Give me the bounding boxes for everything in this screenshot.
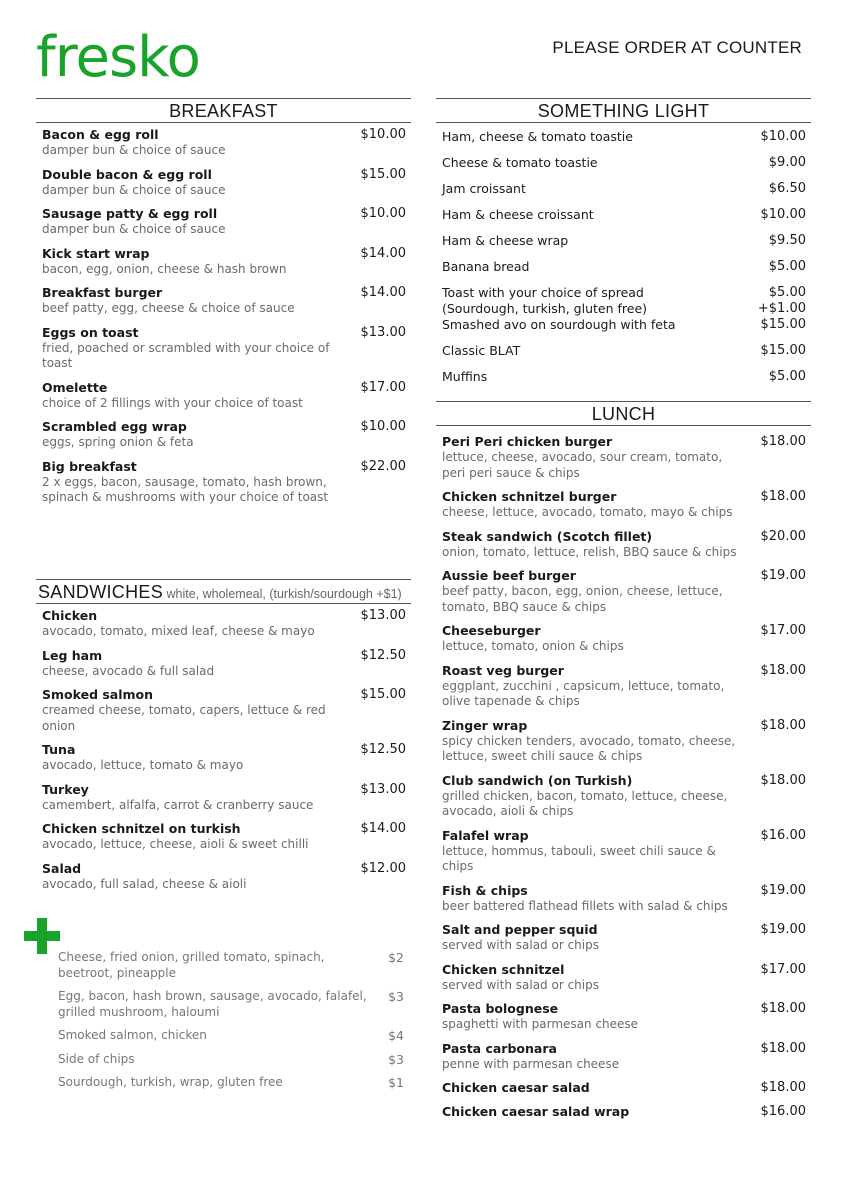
menu-item-description: lettuce, cheese, avocado, sour cream, tomato, peri peri sauce & chips [442,450,723,480]
menu-item-cheese-tomato-toastie [442,155,806,181]
extra-item-text: Egg, bacon, hash brown, sausage, avocado, falafel, grilled mushroom, haloumi [58,989,367,1019]
menu-item-name: Smoked salmon [42,687,154,702]
menu-item-text [442,489,761,521]
menu-item-text [42,861,361,893]
menu-item-name: Roast veg burger [442,662,564,678]
menu-item-name: Sausage patty & egg roll [42,206,218,221]
menu-item-text [42,325,361,372]
menu-item-name: Eggs on toast [42,324,139,340]
menu-item-name: Chicken schnitzel burger [442,489,617,504]
menu-item-salt-and-pepper-squid [442,922,806,954]
lunch-list [436,426,811,1120]
right-column [436,98,811,1128]
menu-item-name: Zinger wrap [442,717,528,733]
menu-item-price: $5.00 +$1.00 [757,285,806,316]
menu-item-price: $18.00 [760,1080,806,1095]
menu-item-price: $18.00 [760,772,806,788]
menu-item-chicken-schnitzel-burger [442,489,806,521]
menu-item-text [442,369,769,385]
menu-item-price: $12.50 [360,647,406,663]
menu-item-price: $6.50 [768,181,806,196]
menu-item-text [442,529,761,561]
menu-item-price: $16.00 [760,827,806,843]
menu-item-description: avocado, tomato, mixed leaf, cheese & mayo [42,624,315,638]
menu-item-description: camembert, alfalfa, carrot & cranberry sauce [42,797,314,812]
light-list [436,123,811,401]
menu-item-name: Chicken caesar salad wrap [442,1104,630,1119]
menu-item-description: damper bun & choice of sauce [42,182,226,197]
menu-item-text [42,246,361,278]
extra-item [58,1075,404,1091]
menu-item-text [442,259,769,275]
menu-item-description: 2 x eggs, bacon, sausage, tomato, hash brown, spinach & mushrooms with your choice of toast [42,474,329,504]
menu-item-text [442,317,761,333]
menu-item-name: Scrambled egg wrap [42,419,187,434]
menu-item-name: Ham & cheese wrap [442,233,569,248]
fresko-logo: fresko [36,25,200,90]
sandwiches-heading [36,579,411,604]
menu-item-price: $17.00 [360,379,406,395]
menu-item-name: Banana bread [442,259,530,274]
menu-item-name: Turkey [42,781,89,797]
menu-item-name: Peri Peri chicken burger [442,434,613,449]
menu-item-name: Steak sandwich (Scotch fillet) [442,528,653,544]
menu-item-text [442,1001,761,1033]
menu-item-name: Bacon & egg roll [42,127,159,142]
menu-item-text [42,782,361,814]
menu-item-text [42,206,361,238]
menu-item-ham-cheese-wrap [442,233,806,259]
menu-item-description: spicy chicken tenders, avocado, tomato, cheese, lettuce, sweet chili sauce & chips [442,733,736,763]
menu-item-name: Chicken [42,608,98,623]
menu-item-club-sandwich-on-turkish [442,773,806,820]
menu-item-price: $14.00 [360,245,406,261]
extra-item-price: $3 [388,1051,404,1067]
menu-item-description: eggs, spring onion & feta [42,435,194,449]
menu-item-price: $17.00 [760,961,806,977]
menu-item-chicken [42,608,406,640]
menu-item-description: damper bun & choice of sauce [42,143,226,157]
menu-item-big-breakfast [42,459,406,506]
extra-item-price: $3 [388,989,404,1004]
menu-item-ham-cheese-tomato-toastie [442,129,806,155]
menu-item-price: $10.00 [760,129,806,144]
menu-item-pasta-bolognese [442,1001,806,1033]
menu-item-price: $10.00 [360,127,406,142]
menu-item-text [42,821,361,853]
menu-item-text [442,773,761,820]
menu-item-breakfast-burger [42,285,406,317]
menu-item-description: avocado, lettuce, tomato & mayo [42,758,244,772]
menu-item-name: Ham & cheese croissant [442,207,594,222]
menu-item-toast-with-your-choice-of-spread [442,285,806,317]
menu-item-description: fried, poached or scrambled with your choice of toast [42,340,330,370]
menu-item-fish-chips [442,883,806,915]
menu-item-text [42,608,361,640]
menu-item-description: choice of 2 fillings with your choice of toast [42,395,303,410]
menu-item-text [42,380,361,412]
menu-item-aussie-beef-burger [442,568,806,615]
menu-item-text [442,1080,761,1096]
extra-item-text: Side of chips [58,1051,135,1066]
menu-item-sausage-patty-egg-roll [42,206,406,238]
menu-item-eggs-on-toast [42,325,406,372]
menu-item-name: Chicken schnitzel on turkish [42,821,241,836]
menu-item-price: $12.00 [360,860,406,876]
menu-item-text [442,828,761,875]
menu-item-price: $20.00 [760,528,806,544]
menu-item-classic-blat [442,343,806,369]
menu-item-peri-peri-chicken-burger [442,434,806,481]
menu-item-price: $17.00 [760,623,806,638]
menu-item-price: $13.00 [360,781,406,797]
menu-item-name: Double bacon & egg roll [42,166,212,182]
menu-item-name: Big breakfast [42,458,137,474]
menu-item-price: $19.00 [760,882,806,898]
menu-item-smashed-avo-on-sourdough-with-feta [442,317,806,343]
menu-item-chicken-schnitzel [442,962,806,994]
extra-item [58,1052,404,1068]
menu-item-text [442,568,761,615]
menu-item-price: $15.00 [360,166,406,182]
menu-item-text [442,962,761,994]
menu-item-description: avocado, lettuce, cheese, aioli & sweet chilli [42,837,309,851]
menu-item-text [442,718,761,765]
extra-item [58,989,404,1020]
menu-item-name: Fish & chips [442,882,528,898]
menu-item-price: $15.00 [760,317,806,332]
menu-item-zinger-wrap [442,718,806,765]
menu-item-name: Omelette [42,379,108,395]
menu-item-chicken-schnitzel-on-turkish [42,821,406,853]
menu-item-description: lettuce, tomato, onion & chips [442,639,624,653]
menu-item-description: grilled chicken, bacon, tomato, lettuce, cheese, avocado, aioli & chips [442,788,728,818]
menu-item-turkey [42,782,406,814]
sandwiches-title: SANDWICHES [38,582,164,602]
menu-item-price: $9.00 [768,155,806,170]
extra-item [58,950,404,981]
menu-item-text [42,459,361,506]
light-heading: SOMETHING LIGHT [436,98,811,123]
menu-item-text [42,687,361,734]
menu-item-name: Chicken schnitzel [442,961,565,977]
menu-item-description: cheese, lettuce, avocado, tomato, mayo & chips [442,505,733,519]
menu-item-text [42,419,361,451]
menu-item-price: $18.00 [760,489,806,504]
menu-item-description: served with salad or chips [442,938,599,952]
menu-item-salad [42,861,406,893]
menu-item-text [442,623,761,655]
extras-list [58,950,404,1099]
menu-item-chicken-caesar-salad-wrap [442,1104,806,1120]
menu-item-price: $15.00 [760,343,806,358]
plus-icon [24,918,60,954]
menu-item-text [442,181,769,197]
menu-item-description: lettuce, hommus, tabouli, sweet chili sauce & chips [442,843,716,873]
menu-item-description: onion, tomato, lettuce, relish, BBQ sauce & chips [442,544,737,559]
menu-item-scrambled-egg-wrap [42,419,406,451]
sandwiches-list [36,604,411,892]
menu-item-description: spaghetti with parmesan cheese [442,1017,639,1031]
menu-item-name: Toast with your choice of spread (Sourdough, turkish, gluten free) [442,285,648,316]
menu-item-name: Leg ham [42,647,103,663]
menu-item-leg-ham [42,648,406,680]
menu-item-kick-start-wrap [42,246,406,278]
menu-item-price: $18.00 [760,717,806,733]
menu-item-banana-bread [442,259,806,285]
menu-item-description: avocado, full salad, cheese & aioli [42,876,247,891]
extra-item-price: $1 [388,1075,404,1090]
extra-item-price: $2 [388,950,404,965]
menu-item-double-bacon-egg-roll [42,167,406,199]
left-column [36,98,411,900]
menu-item-omelette [42,380,406,412]
menu-item-description: beef patty, bacon, egg, onion, cheese, lettuce, tomato, BBQ sauce & chips [442,584,723,614]
lunch-heading: LUNCH [436,401,811,426]
menu-item-text [442,343,761,359]
menu-item-price: $10.00 [360,206,406,221]
menu-item-bacon-egg-roll [42,127,406,159]
menu-item-smoked-salmon [42,687,406,734]
menu-item-pasta-carbonara [442,1041,806,1073]
menu-item-price: $5.00 [768,369,806,384]
menu-item-cheeseburger [442,623,806,655]
menu-item-name: Breakfast burger [42,285,163,300]
menu-item-price: $9.50 [768,233,806,248]
breakfast-heading: BREAKFAST [36,98,411,123]
menu-item-text [442,434,761,481]
menu-item-price: $18.00 [760,1001,806,1016]
menu-item-description: penne with parmesan cheese [442,1056,620,1071]
menu-item-name: Tuna [42,742,76,757]
menu-item-name: Salt and pepper squid [442,922,598,937]
extra-item-text: Cheese, fried onion, grilled tomato, spinach, beetroot, pineapple [58,950,325,980]
menu-item-text [42,742,361,774]
menu-item-price: $13.00 [360,608,406,623]
menu-item-description: bacon, egg, onion, cheese & hash brown [42,261,287,276]
menu-item-text [442,883,761,915]
menu-item-price: $19.00 [760,568,806,583]
menu-item-text [442,155,769,171]
menu-item-price: $5.00 [768,259,806,274]
menu-item-text [42,127,361,159]
menu-item-description: damper bun & choice of sauce [42,222,226,236]
menu-item-jam-croissant [442,181,806,207]
menu-item-name: Kick start wrap [42,245,150,261]
menu-item-price: $19.00 [760,922,806,937]
menu-item-name: Cheeseburger [442,623,541,638]
menu-item-price: $22.00 [360,458,406,474]
menu-item-description: creamed cheese, tomato, capers, lettuce & red onion [42,703,326,733]
menu-item-price: $12.50 [360,742,406,757]
menu-item-price: $13.00 [360,324,406,340]
menu-item-name: Pasta carbonara [442,1040,557,1056]
menu-item-name: Ham, cheese & tomato toastie [442,129,633,144]
menu-item-description: served with salad or chips [442,977,599,992]
menu-item-name: Club sandwich (on Turkish) [442,772,633,788]
menu-item-ham-cheese-croissant [442,207,806,233]
menu-item-description: beer battered flathead fillets with salad & chips [442,898,728,913]
menu-item-name: Chicken caesar salad [442,1080,590,1095]
menu-item-price: $18.00 [760,662,806,678]
menu-item-price: $10.00 [360,419,406,434]
menu-item-name: Cheese & tomato toastie [442,155,598,170]
menu-item-name: Aussie beef burger [442,568,576,583]
menu-item-name: Smashed avo on sourdough with feta [442,317,676,332]
menu-item-price: $14.00 [360,285,406,300]
extra-item-text: Sourdough, turkish, wrap, gluten free [58,1075,283,1089]
menu-item-price: $10.00 [760,207,806,222]
menu-item-description: eggplant, zucchini , capsicum, lettuce, tomato, olive tapenade & chips [442,678,725,708]
menu-item-description: cheese, avocado & full salad [42,663,215,678]
extra-item-price: $4 [388,1028,404,1043]
menu-item-text [42,648,361,680]
menu-item-name: Falafel wrap [442,827,529,843]
menu-item-text [442,1041,761,1073]
menu-item-muffins [442,369,806,395]
menu-item-text [42,285,361,317]
order-notice: PLEASE ORDER AT COUNTER [552,38,802,57]
menu-item-name: Muffins [442,369,488,384]
menu-item-text [442,129,761,145]
menu-item-roast-veg-burger [442,663,806,710]
menu-item-text [442,285,758,317]
menu-item-tuna [42,742,406,774]
menu-item-name: Salad [42,860,82,876]
menu-item-text [442,1104,761,1120]
menu-item-name: Jam croissant [442,181,526,196]
menu-item-text [442,922,761,954]
menu-item-description: beef patty, egg, cheese & choice of sauce [42,301,295,315]
menu-item-text [442,663,761,710]
sandwiches-note: white, wholemeal, (turkish/sourdough +$1) [163,587,402,601]
menu-item-steak-sandwich-scotch-fillet [442,529,806,561]
menu-item-chicken-caesar-salad [442,1080,806,1096]
extra-item-text: Smoked salmon, chicken [58,1028,207,1042]
menu-item-name: Classic BLAT [442,343,521,358]
menu-item-price: $18.00 [760,434,806,449]
menu-item-text [442,233,769,249]
menu-item-name: Pasta bolognese [442,1001,559,1016]
menu-item-falafel-wrap [442,828,806,875]
menu-item-text [442,207,761,223]
menu-item-price: $18.00 [760,1040,806,1056]
breakfast-list [36,123,411,547]
menu-item-text [42,167,361,199]
menu-item-price: $16.00 [760,1104,806,1119]
menu-item-price: $15.00 [360,687,406,702]
menu-item-price: $14.00 [360,821,406,836]
extra-item [58,1028,404,1044]
